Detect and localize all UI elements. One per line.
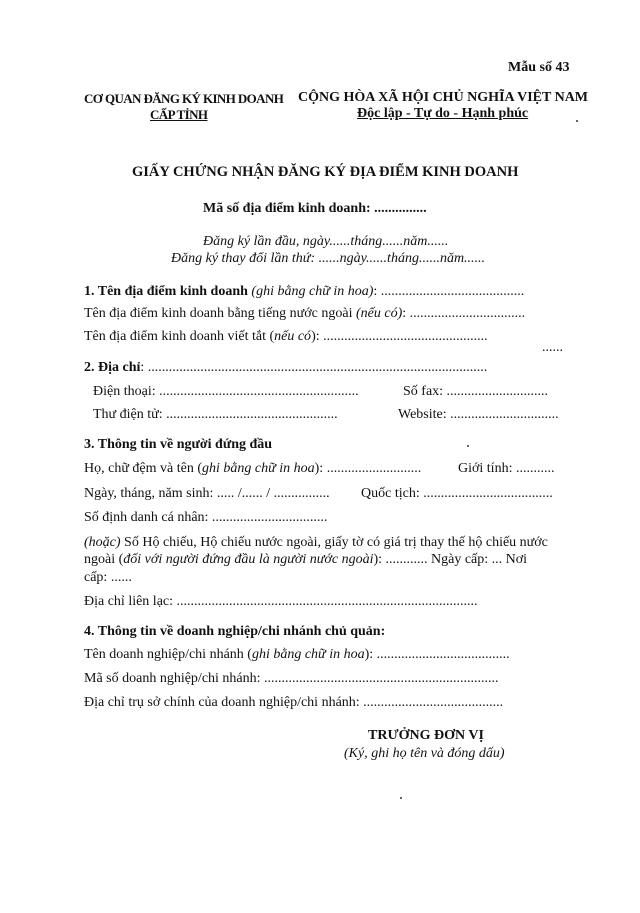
personal-id-line: Số định danh cá nhân: ................................. [84, 510, 328, 525]
nation-motto: Độc lập - Tự do - Hạnh phúc [357, 106, 529, 121]
section1-heading-dots: : ......................................... [373, 284, 525, 299]
fax-line: Số fax: ............................. [403, 384, 549, 399]
gender-line: Giới tính: ........... [458, 461, 555, 476]
foreign-name-label: Tên địa điểm kinh doanh bằng tiếng nước ngoài [84, 306, 356, 321]
passport-line-1-text: Số Hộ chiếu, Hộ chiếu nước ngoài, giấy tờ có giá trị thay thế hộ chiếu nước [120, 535, 548, 550]
section2-heading-line [84, 360, 487, 376]
parent-name-dots: ): ...................................... [364, 647, 510, 662]
section2-heading-dots: : ................................................................................................. [140, 360, 488, 375]
passport-or-note: (hoặc) [84, 535, 121, 550]
abbr-name-dots: ): ............................................... [311, 329, 488, 344]
parent-name-note: ghi bằng chữ in hoa [251, 647, 365, 662]
leader-name-dots: ): ........................... [314, 461, 422, 476]
passport-line-2-pre: ngoài ( [84, 552, 124, 567]
passport-line-2-note: đối với người đứng đầu là người nước ngoài [123, 552, 374, 567]
section3-heading: 3. Thông tin về người đứng đầu [84, 437, 273, 452]
abbr-name-line [84, 329, 488, 345]
nationality-line: Quốc tịch: ..................................... [361, 486, 553, 501]
first-registration-line: Đăng ký lần đầu, ngày......tháng......năm...... [203, 234, 449, 249]
phone-line: Điện thoại: ......................................................... [93, 384, 359, 399]
section1-tail-dots: ...... [542, 340, 563, 355]
document-title: GIẤY CHỨNG NHẬN ĐĂNG KÝ ĐỊA ĐIỂM KINH DOANH [132, 164, 519, 180]
passport-line-2 [84, 552, 527, 568]
parent-address-line: Địa chỉ trụ sở chính của doanh nghiệp/chi nhánh: ........................................ [84, 695, 504, 710]
section4-heading: 4. Thông tin về doanh nghiệp/chi nhánh chủ quản: [84, 624, 386, 639]
abbr-name-note: nếu có [274, 329, 312, 344]
section1-heading: 1. Tên địa điểm kinh doanh [84, 284, 248, 299]
passport-line-3: cấp: ...... [84, 570, 132, 585]
foreign-name-line [84, 306, 525, 322]
section1-heading-note: (ghi bằng chữ in hoa) [251, 284, 374, 299]
email-line: Thư điện tử: ................................................. [93, 407, 338, 422]
passport-line-2-post: ): ............ Ngày cấp: ... Nơi [373, 552, 528, 567]
section2-heading: 2. Địa chỉ [84, 360, 141, 375]
section1-heading-line [84, 284, 524, 300]
nation-name: CỘNG HÒA XÃ HỘI CHỦ NGHĨA VIỆT NAM [298, 90, 589, 105]
leader-name-line [84, 461, 421, 477]
form-number: Mẫu số 43 [508, 60, 570, 75]
website-line: Website: ............................... [398, 407, 559, 422]
foreign-name-dots: : ................................. [402, 306, 526, 321]
signature-note: (Ký, ghi họ tên và đóng dấu) [344, 746, 505, 761]
signature-title: TRƯỞNG ĐƠN VỊ [368, 728, 484, 743]
dob-line: Ngày, tháng, năm sinh: ..... /...... / ................ [84, 486, 330, 501]
passport-line-1 [84, 535, 548, 551]
leader-name-note: ghi bằng chữ in hoa [202, 461, 315, 476]
foreign-name-note: (nếu có) [355, 306, 403, 321]
parent-code-line: Mã số doanh nghiệp/chi nhánh: ................................................................... [84, 671, 499, 686]
scan-speck [400, 797, 402, 799]
abbr-name-label: Tên địa điểm kinh doanh viết tắt ( [84, 329, 275, 344]
parent-name-label: Tên doanh nghiệp/chi nhánh ( [84, 647, 252, 662]
scan-speck [576, 120, 578, 122]
change-registration-line: Đăng ký thay đổi lần thứ: ......ngày......tháng......năm...... [171, 251, 486, 266]
leader-name-label: Họ, chữ đệm và tên ( [84, 461, 202, 476]
scan-speck [467, 445, 469, 447]
contact-address-line: Địa chỉ liên lạc: ...................................................................................... [84, 594, 478, 609]
parent-name-line [84, 647, 510, 663]
agency-level: CẤP TỈNH [150, 107, 208, 122]
agency-name: CƠ QUAN ĐĂNG KÝ KINH DOANH [84, 91, 284, 106]
location-code-line: Mã số địa điểm kinh doanh: ............... [203, 201, 427, 216]
